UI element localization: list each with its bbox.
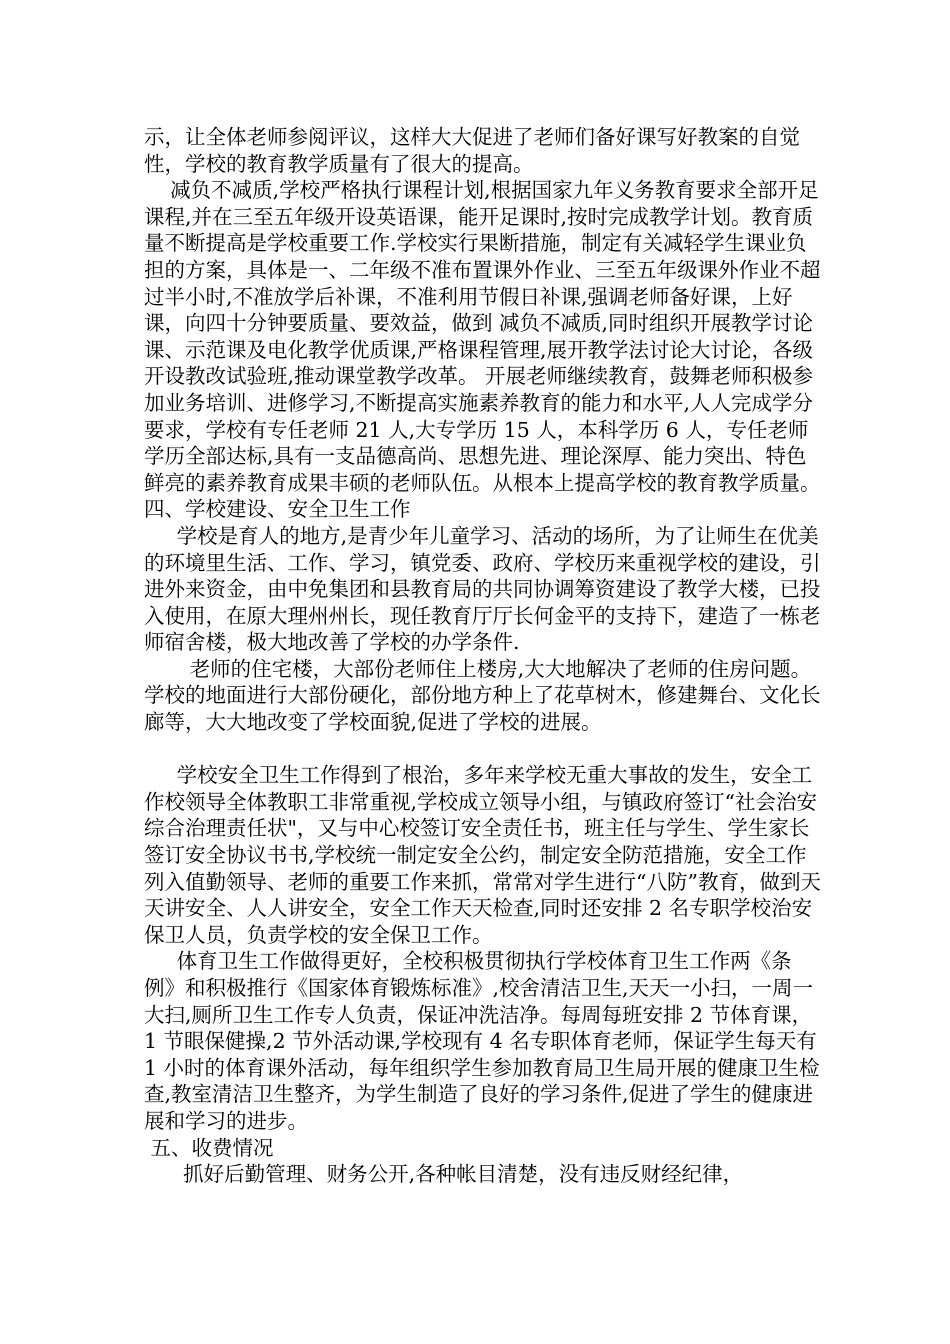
section-heading-construction-safety: 四、学校建设、安全卫生工作 bbox=[144, 497, 411, 522]
section-heading-fees: 五、收费情况 bbox=[144, 1135, 274, 1160]
paragraph-safety-work: 学校安全卫生工作得到了根治，多年来学校无重大事故的发生，安全工作校领导全体教职工非常重视,学校成立领导小组，与镇政府签订“社会治安综合治理责任状"，又与中心校签订安全责任书，班主任与学生、学生家长签订安全协议书书,学校统一制定安全公约，制定安全防范措施，安全工作列入值勤领导、老师的重要工作来抓，常常对学生进行“八防”教育，做到天天讲安全、人人讲安全，安全工作天天检查,同时还安排 2 名专职学校治安保卫人员，负责学校的安全保卫工作。 bbox=[144, 763, 821, 947]
blank-line bbox=[144, 736, 822, 763]
document-body bbox=[144, 124, 822, 1188]
paragraph-logistics-finance: 抓好后勤管理、财务公开,各种帐目清楚，没有违反财经纪律， bbox=[144, 1162, 744, 1187]
paragraph-burden-reduction: 减负不减质,学校严格执行课程计划,根据国家九年义务教育要求全部开足课程,并在三至五年级开设英语课，能开足课时,按时完成教学计划。教育质量不断提高是学校重要工作.学校实行果断措施，制定有关减轻学生课业负担的方案，具体是一、二年级不准布置课外作业、三至五年级课外作业不超过半小时,不准放学后补课，不准利用节假日补课,强调老师备好课，上好课，向四十分钟要质量、要效益，做到 减负不减质,同时组织开展教学讨论课、示范课及电化教学优质课,严格课程管理,展开教学法讨论大讨论，各级开设教改试验班,推动课堂教学改革。 开展老师继续教育，鼓舞老师积极参加业务培训、进修学习,不断提高实施素养教育的能力和水平,人人完成学分要求，学校有专任老师 21 人,大专学历 15 人，本科学历 6 人，专任老师学历全部达标,具有一支品德高尚、思想先进、理论深厚、能力突出、特色鲜亮的素养教育成果丰硕的老师队伍。从根本上提高学校的教育教学质量。 bbox=[144, 178, 821, 495]
paragraph-school-construction: 学校是育人的地方,是青少年儿童学习、活动的场所，为了让师生在优美的环境里生活、工作、学习，镇党委、政府、学校历来重视学校的建设，引进外来资金，由中免集团和县教育局的共同协调筹资建设了教学大楼，已投入使用，在原大理州州长，现任教育厅厅长何金平的支持下，建造了一栋老师宿舍楼，极大地改善了学校的办学条件. bbox=[144, 523, 821, 655]
paragraph-teaching-review: 示，让全体老师参阅评议，这样大大促进了老师们备好课写好教案的自觉性，学校的教育教学质量有了很大的提高。 bbox=[144, 125, 800, 176]
paragraph-teacher-housing: 老师的住宅楼，大部份老师住上楼房,大大地解决了老师的住房问题。学校的地面进行大部份硬化，部份地方种上了花草树木，修建舞台、文化长廊等，大大地改变了学校面貌,促进了学校的进展。 bbox=[144, 656, 821, 735]
paragraph-sports-hygiene: 体育卫生工作做得更好，全校积极贯彻执行学校体育卫生工作两《条例》和积极推行《国家体育锻炼标准》,校舍清洁卫生,天天一小扫，一周一大扫,厕所卫生工作专人负责，保证冲洗洁净。每周每班安排 2 节体育课，1 节眼保健操,2 节外活动课,学校现有 4 名专职体育老师，保证学生每天有 1 小时的体育课外活动，每年组织学生参加教育局卫生局开展的健康卫生检查,教室清洁卫生整齐，为学生制造了良好的学习条件,促进了学生的健康进展和学习的进步。 bbox=[144, 949, 824, 1133]
